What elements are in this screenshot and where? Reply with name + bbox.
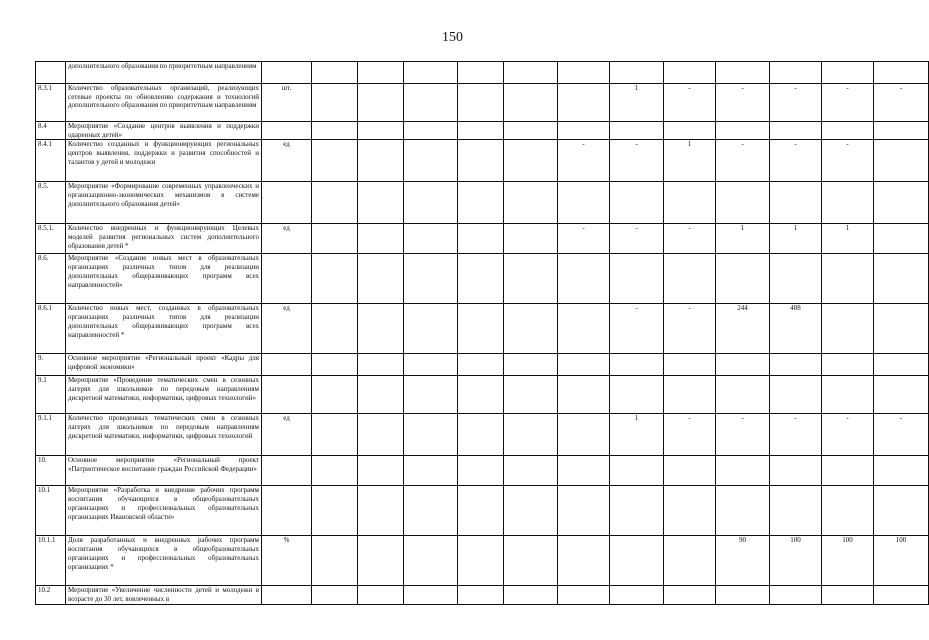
row-unit (262, 254, 312, 304)
row-description: Мероприятие «Формирование современных управленческих и организационно-экономических механизмов в системе дополнительного образования детей» (66, 182, 262, 224)
row-number: 8.4 (36, 122, 66, 140)
value-cell (358, 304, 404, 354)
value-cell (610, 122, 664, 140)
value-cell (874, 354, 929, 376)
value-cell: - (770, 414, 822, 456)
value-cell (504, 456, 558, 486)
value-cell (458, 84, 504, 122)
value-cell: - (610, 140, 664, 182)
value-cell: - (716, 140, 770, 182)
value-cell (458, 456, 504, 486)
value-cell: 90 (716, 536, 770, 586)
row-number: 10.1.1 (36, 536, 66, 586)
value-cell (458, 486, 504, 536)
row-unit: ед (262, 304, 312, 354)
table-row (36, 254, 929, 304)
value-cell (664, 254, 716, 304)
value-cell (404, 182, 458, 224)
value-cell (312, 456, 358, 486)
value-cell: - (822, 140, 874, 182)
value-cell (716, 376, 770, 414)
value-cell: 1 (716, 224, 770, 254)
row-description: дополнительного образования по приоритетным направлениям (66, 62, 262, 84)
value-cell: - (874, 414, 929, 456)
value-cell (822, 254, 874, 304)
value-cell (558, 456, 610, 486)
value-cell (558, 354, 610, 376)
value-cell (504, 140, 558, 182)
value-cell (874, 62, 929, 84)
value-cell (458, 414, 504, 456)
value-cell (504, 536, 558, 586)
value-cell (558, 62, 610, 84)
value-cell (716, 62, 770, 84)
table-row (36, 122, 929, 140)
row-unit (262, 456, 312, 486)
row-number: 9.1 (36, 376, 66, 414)
value-cell: 1 (610, 84, 664, 122)
value-cell (874, 182, 929, 224)
value-cell: - (664, 414, 716, 456)
value-cell (358, 84, 404, 122)
value-cell (558, 304, 610, 354)
value-cell (716, 254, 770, 304)
value-cell (610, 586, 664, 604)
value-cell (404, 486, 458, 536)
value-cell (558, 254, 610, 304)
value-cell (504, 304, 558, 354)
row-description: Основное мероприятие «Региональный проект «Патриотическое воспитание граждан Российской Федерации» (66, 456, 262, 486)
value-cell (558, 414, 610, 456)
value-cell (504, 486, 558, 536)
row-description: Количество проведенных тематических смен в сезонных лагерях для школьников по передовым направлениям дискретной математики, информатики, цифровых технологий (66, 414, 262, 456)
value-cell (610, 254, 664, 304)
value-cell (822, 486, 874, 536)
value-cell (358, 536, 404, 586)
row-unit (262, 486, 312, 536)
row-number: 10. (36, 456, 66, 486)
value-cell (610, 182, 664, 224)
value-cell (312, 182, 358, 224)
value-cell: 1 (664, 140, 716, 182)
value-cell (312, 376, 358, 414)
table-row (36, 456, 929, 486)
value-cell (610, 376, 664, 414)
row-number: 10.1 (36, 486, 66, 536)
value-cell (716, 586, 770, 604)
value-cell (312, 84, 358, 122)
value-cell (610, 354, 664, 376)
value-cell (664, 376, 716, 414)
value-cell (504, 254, 558, 304)
value-cell: 100 (822, 536, 874, 586)
value-cell (358, 254, 404, 304)
value-cell (664, 182, 716, 224)
value-cell (404, 354, 458, 376)
value-cell (458, 140, 504, 182)
value-cell (358, 414, 404, 456)
value-cell (504, 414, 558, 456)
value-cell (358, 376, 404, 414)
value-cell (404, 536, 458, 586)
value-cell (610, 486, 664, 536)
value-cell (312, 354, 358, 376)
table-row (36, 84, 929, 122)
row-number: 8.5. (36, 182, 66, 224)
value-cell (558, 376, 610, 414)
value-cell (664, 536, 716, 586)
value-cell (558, 182, 610, 224)
value-cell (458, 376, 504, 414)
row-number: 8.6.1 (36, 304, 66, 354)
value-cell (404, 84, 458, 122)
row-unit (262, 62, 312, 84)
value-cell (358, 486, 404, 536)
row-description: Мероприятие «Увеличение численности детей и молодежи в возрасте до 30 лет, вовлеченных в (66, 586, 262, 604)
row-unit: ед (262, 224, 312, 254)
row-description: Количество образовательных организаций, реализующих сетевые проекты по обновлению содержания и технологий дополнительного образования по приоритетным направлениям (66, 84, 262, 122)
value-cell (770, 182, 822, 224)
row-unit: ед (262, 140, 312, 182)
value-cell: - (770, 84, 822, 122)
value-cell: 1 (822, 224, 874, 254)
value-cell (312, 140, 358, 182)
value-cell (458, 122, 504, 140)
value-cell (558, 122, 610, 140)
value-cell (770, 354, 822, 376)
value-cell (770, 456, 822, 486)
value-cell (874, 254, 929, 304)
value-cell: 1 (610, 414, 664, 456)
value-cell (874, 486, 929, 536)
value-cell (404, 140, 458, 182)
indicators-table (35, 61, 929, 605)
table-row (36, 182, 929, 224)
value-cell: - (874, 84, 929, 122)
value-cell: - (610, 224, 664, 254)
row-description: Количество новых мест, созданных в образовательных организациях различных типов для реализации дополнительных общеразвивающих программ всех направленностей * (66, 304, 262, 354)
value-cell (610, 456, 664, 486)
table-row (36, 304, 929, 354)
value-cell (504, 84, 558, 122)
value-cell (770, 586, 822, 604)
row-number: 10.2 (36, 586, 66, 604)
row-unit (262, 182, 312, 224)
row-description: Количество созданных и функционирующих региональных центров выявления, поддержки и развития способностей и талантов у детей и молодежи (66, 140, 262, 182)
table-row (36, 354, 929, 376)
value-cell (504, 586, 558, 604)
row-number: 8.3.1 (36, 84, 66, 122)
row-unit (262, 586, 312, 604)
row-unit: шт. (262, 84, 312, 122)
value-cell (664, 62, 716, 84)
value-cell (404, 376, 458, 414)
value-cell: - (664, 84, 716, 122)
value-cell (874, 140, 929, 182)
value-cell: 488 (770, 304, 822, 354)
value-cell (404, 414, 458, 456)
value-cell (874, 456, 929, 486)
value-cell: - (822, 84, 874, 122)
value-cell (358, 182, 404, 224)
value-cell (822, 62, 874, 84)
value-cell (458, 254, 504, 304)
value-cell (458, 354, 504, 376)
value-cell (664, 456, 716, 486)
row-number: 8.5.1. (36, 224, 66, 254)
row-description: Мероприятие «Создание центров выявления и поддержки одаренных детей» (66, 122, 262, 140)
value-cell (504, 376, 558, 414)
value-cell (874, 586, 929, 604)
value-cell (404, 456, 458, 486)
value-cell (312, 224, 358, 254)
value-cell (358, 140, 404, 182)
value-cell (404, 254, 458, 304)
value-cell (504, 122, 558, 140)
table-row (36, 224, 929, 254)
value-cell (404, 304, 458, 354)
value-cell: 244 (716, 304, 770, 354)
value-cell (822, 304, 874, 354)
row-unit (262, 376, 312, 414)
value-cell (458, 224, 504, 254)
value-cell (716, 456, 770, 486)
table-row (36, 586, 929, 604)
row-number: 9.1.1 (36, 414, 66, 456)
value-cell (358, 586, 404, 604)
value-cell (716, 486, 770, 536)
table-row (36, 536, 929, 586)
value-cell (874, 122, 929, 140)
value-cell (312, 304, 358, 354)
row-unit: % (262, 536, 312, 586)
row-description: Мероприятие «Проведение тематических смен в сезонных лагерях для школьников по передовым направлениям дискретной математики, информатики, цифровых технологий» (66, 376, 262, 414)
value-cell: - (558, 224, 610, 254)
table-row (36, 414, 929, 456)
value-cell (716, 122, 770, 140)
value-cell (358, 354, 404, 376)
value-cell (404, 122, 458, 140)
value-cell (822, 354, 874, 376)
value-cell: 1 (770, 224, 822, 254)
value-cell (770, 376, 822, 414)
row-number: 8.4.1 (36, 140, 66, 182)
value-cell (558, 536, 610, 586)
row-number (36, 62, 66, 84)
value-cell (664, 486, 716, 536)
page-number: 150 (442, 30, 463, 45)
value-cell (664, 354, 716, 376)
value-cell (822, 376, 874, 414)
value-cell (770, 122, 822, 140)
row-description: Количество внедренных и функционирующих Целевых моделей развития региональных систем дополнительного образования детей * (66, 224, 262, 254)
value-cell (770, 486, 822, 536)
value-cell (404, 586, 458, 604)
value-cell (716, 354, 770, 376)
table-row (36, 140, 929, 182)
value-cell (770, 62, 822, 84)
value-cell (874, 224, 929, 254)
value-cell (504, 62, 558, 84)
value-cell: - (770, 140, 822, 182)
value-cell: - (664, 304, 716, 354)
value-cell (358, 224, 404, 254)
value-cell (770, 254, 822, 304)
value-cell (664, 586, 716, 604)
row-unit: ед (262, 414, 312, 456)
value-cell (312, 586, 358, 604)
value-cell: - (558, 140, 610, 182)
value-cell (558, 586, 610, 604)
row-description: Доля разработанных и внедренных рабочих программ воспитания обучающихся в общеобразовательных организациях и профессиональных образовательных организациях * (66, 536, 262, 586)
value-cell (504, 182, 558, 224)
value-cell (558, 486, 610, 536)
value-cell: 100 (874, 536, 929, 586)
row-description: Мероприятие «Создание новых мест в образовательных организациях различных типов для реализации дополнительных общеразвивающих программ всех направленностей» (66, 254, 262, 304)
value-cell (822, 182, 874, 224)
value-cell (458, 62, 504, 84)
value-cell: - (716, 84, 770, 122)
value-cell (312, 414, 358, 456)
value-cell (312, 62, 358, 84)
value-cell: - (610, 304, 664, 354)
table-row (36, 486, 929, 536)
value-cell (458, 182, 504, 224)
value-cell (458, 304, 504, 354)
value-cell (716, 182, 770, 224)
table-row (36, 62, 929, 84)
value-cell: - (822, 414, 874, 456)
value-cell (874, 304, 929, 354)
value-cell (558, 84, 610, 122)
value-cell (312, 254, 358, 304)
row-unit (262, 354, 312, 376)
table-row (36, 376, 929, 414)
value-cell (874, 376, 929, 414)
value-cell (504, 354, 558, 376)
row-number: 9. (36, 354, 66, 376)
value-cell (312, 536, 358, 586)
value-cell (822, 586, 874, 604)
value-cell (358, 456, 404, 486)
value-cell (610, 536, 664, 586)
value-cell (664, 122, 716, 140)
row-number: 8.6. (36, 254, 66, 304)
value-cell: - (664, 224, 716, 254)
value-cell (458, 586, 504, 604)
value-cell (358, 122, 404, 140)
row-description: Мероприятие «Разработка и внедрение рабочих программ воспитания обучающихся в общеобразовательных организациях и профессиональных образовательных организациях Ивановской области» (66, 486, 262, 536)
row-unit (262, 122, 312, 140)
value-cell (404, 224, 458, 254)
value-cell (312, 122, 358, 140)
value-cell (458, 536, 504, 586)
value-cell (610, 62, 664, 84)
value-cell: 100 (770, 536, 822, 586)
value-cell (312, 486, 358, 536)
value-cell (504, 224, 558, 254)
row-description: Основное мероприятие «Региональный проект «Кадры для цифровой экономики» (66, 354, 262, 376)
value-cell (822, 456, 874, 486)
value-cell: - (716, 414, 770, 456)
value-cell (404, 62, 458, 84)
value-cell (822, 122, 874, 140)
value-cell (358, 62, 404, 84)
